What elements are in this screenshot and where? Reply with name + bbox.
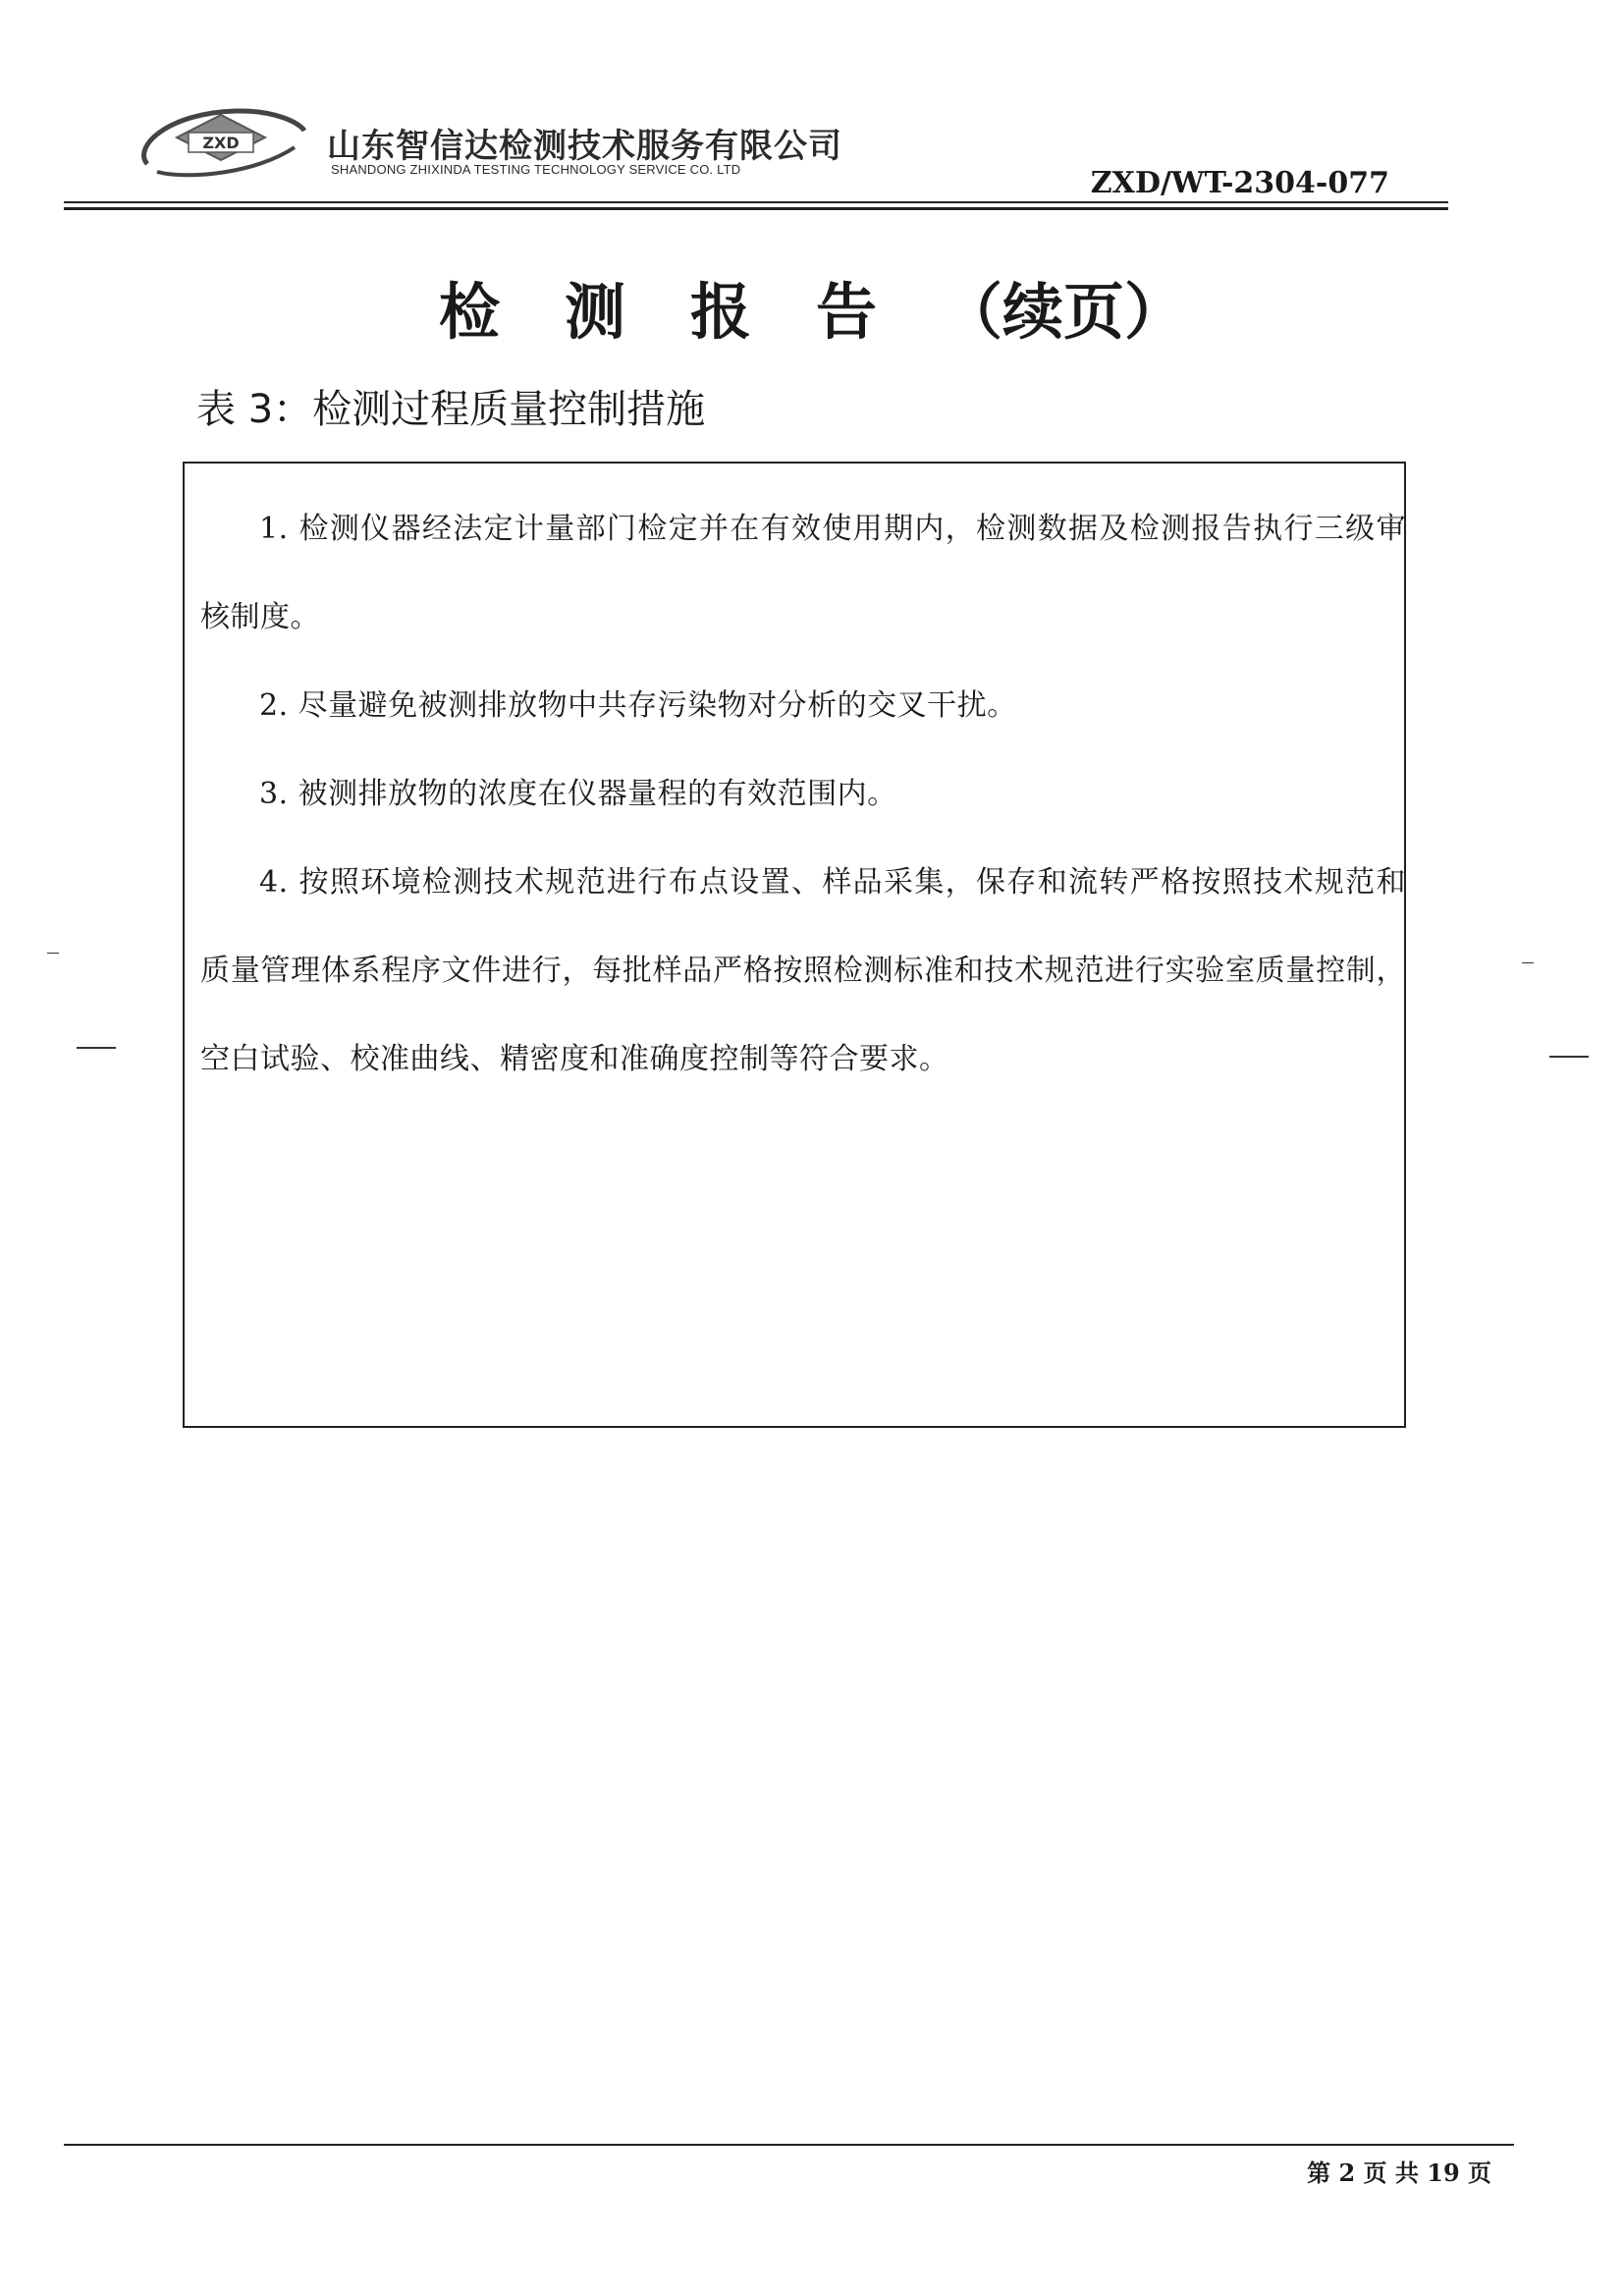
report-number: ZXD/WT-2304-077 [1090,166,1389,200]
report-title [0,263,1624,351]
company-logo [128,93,314,187]
page-header [64,93,1448,211]
table-caption: 表 3：检测过程质量控制措施 [196,387,706,432]
measure-item: 2. 尽量避免被测排放物中共存污染物对分析的交叉干扰。 [259,688,1017,723]
scan-mark [77,1047,116,1049]
page-number: 第 2 页 共 19 页 [1307,2159,1491,2187]
scan-mark [47,953,59,954]
company-name-cn: 山东智信达检测技术服务有限公司 [327,127,842,166]
header-rule-thick [64,207,1448,210]
scan-mark [1522,962,1534,963]
company-name-en: SHANDONG ZHIXINDA TESTING TECHNOLOGY SERVICE CO. LTD [331,162,741,177]
title-char: 告 [816,276,878,348]
title-char: 测 [564,276,625,348]
header-rule [64,201,1448,203]
quality-control-measures [200,485,1406,1104]
measure-item: 1. 检测仪器经法定计量部门检定并在有效使用期内，检测数据及检测报告执行三级审核制度。 [200,512,1406,634]
measure-item: 3. 被测排放物的浓度在仪器量程的有效范围内。 [259,777,897,811]
quality-control-box [183,462,1406,1428]
title-char: 报 [689,276,751,348]
footer-rule [64,2144,1514,2146]
title-suffix: （续页） [942,276,1186,348]
title-char: 检 [438,276,500,348]
measure-item: 4. 按照环境检测技术规范进行布点设置、样品采集，保存和流转严格按照技术规范和质量管理体系程序文件进行，每批样品严格按照检测标准和技术规范进行实验室质量控制，空白试验、校准曲线、精密度和准确度控制等符合要求。 [200,865,1406,1076]
logo-text: ZXD [202,134,240,152]
scan-mark [1549,1056,1589,1058]
